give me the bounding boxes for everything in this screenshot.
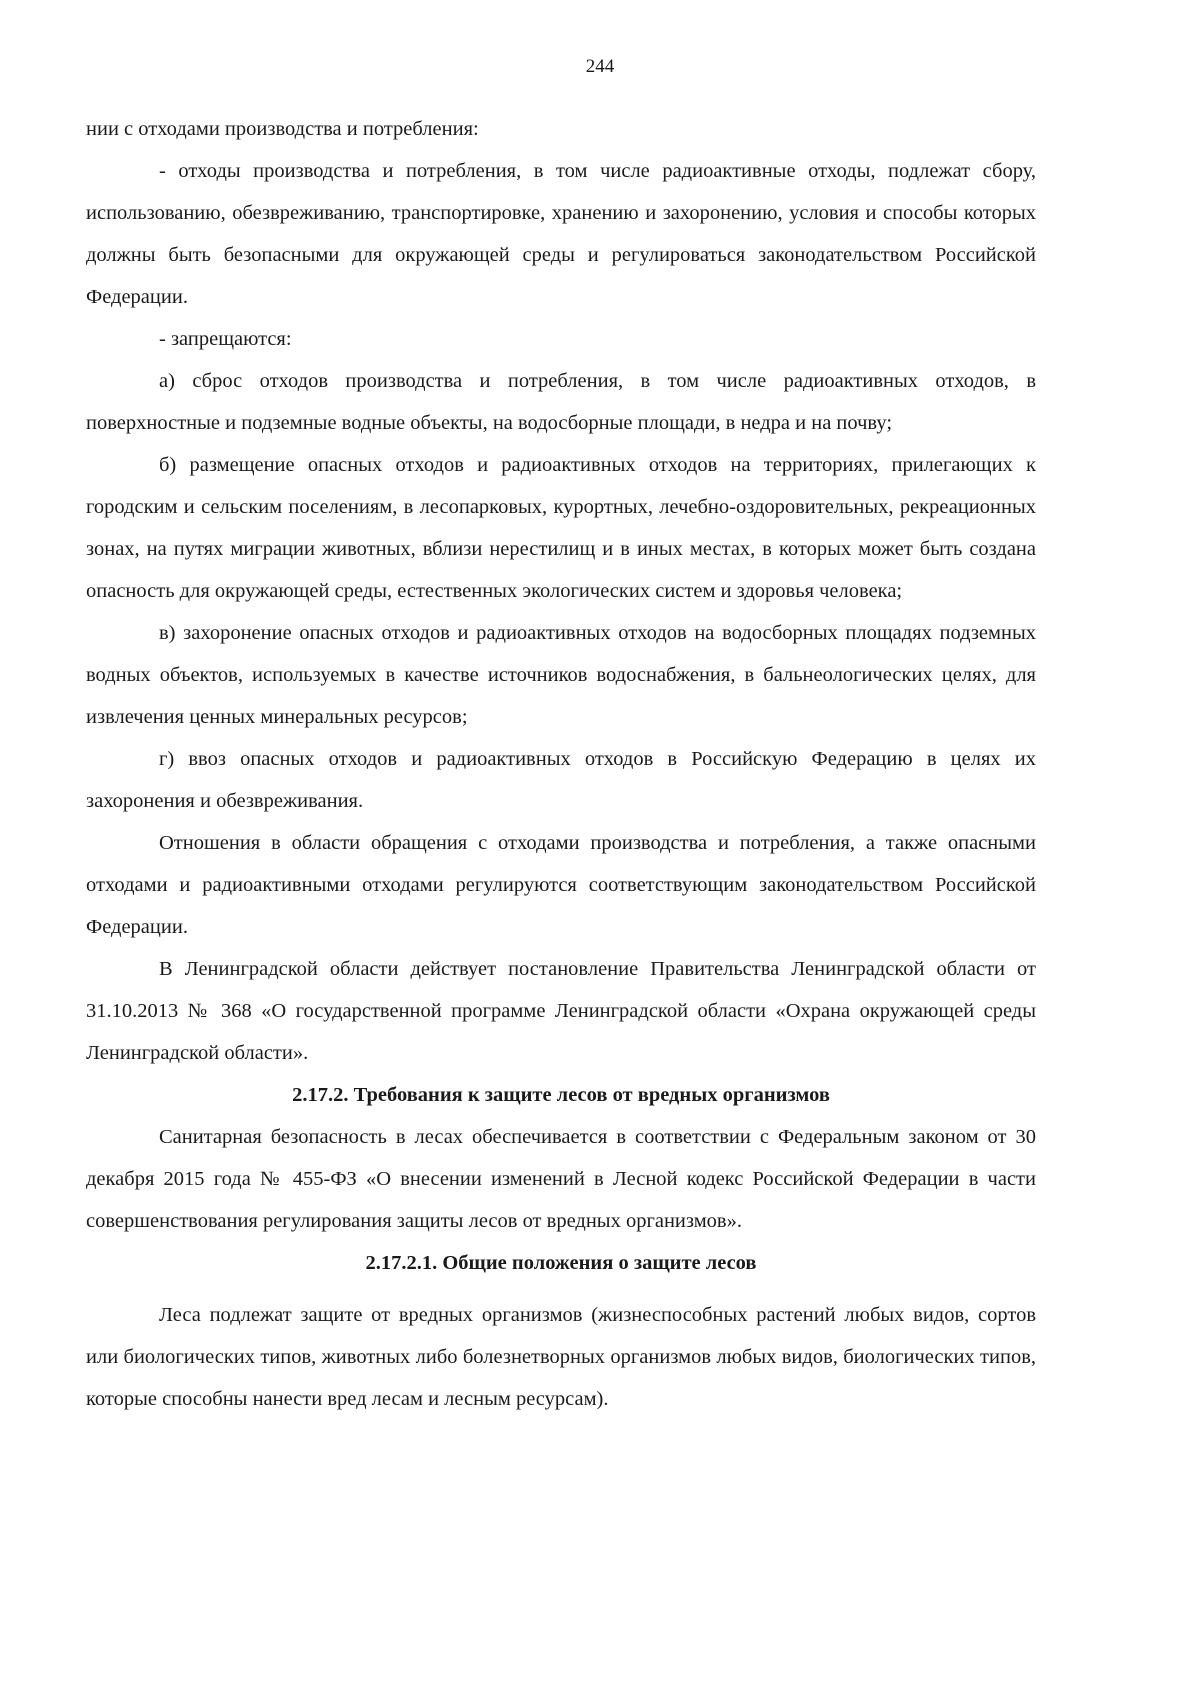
list-item-g: г) ввоз опасных отходов и радиоактивных отходов в Российскую Федерацию в целях их захоронения и обезвреживания. — [86, 748, 1036, 812]
document-body — [86, 108, 1036, 1420]
paragraph-leningrad-decree: В Ленинградской области действует постановление Правительства Ленинградской области от 31.10.2013 № 368 «О государственной программе Ленинградской области «Охрана окружающей среды Ленинградской области». — [86, 958, 1036, 1064]
subsection-heading: 2.17.2.1. Общие положения о защите лесов — [365, 1252, 757, 1274]
paragraph-continuation: нии с отходами производства и потребления: — [86, 118, 479, 140]
page-number: 244 — [585, 56, 615, 77]
list-item-b: б) размещение опасных отходов и радиоактивных отходов на территориях, прилегающих к городским и сельским поселениям, в лесопарковых, курортных, лечебно-оздоровительных, рекреационных зонах, на путях миграции животных, вблизи нерестилищ и в иных местах, в которых может быть создана опасность для окружающей среды, естественных экологических систем и здоровья человека; — [86, 454, 1036, 602]
paragraph-forest-protection: Леса подлежат защите от вредных организмов (жизнеспособных растений любых видов, сортов или биологических типов, животных либо болезнетворных организмов любых видов, биологических типов, которые способны нанести вред лесам и лесным ресурсам). — [86, 1304, 1036, 1410]
list-item-v: в) захоронение опасных отходов и радиоактивных отходов на водосборных площадях подземных водных объектов, используемых в качестве источников водоснабжения, в бальнеологических целях, для извлечения ценных минеральных ресурсов; — [86, 622, 1036, 728]
paragraph-regulation: Отношения в области обращения с отходами производства и потребления, а также опасными отходами и радиоактивными отходами регулируются соответствующим законодательством Российской Федерации. — [86, 832, 1036, 938]
section-heading: 2.17.2. Требования к защите лесов от вредных организмов — [292, 1084, 830, 1106]
paragraph-sanitary-safety: Санитарная безопасность в лесах обеспечивается в соответствии с Федеральным законом от 30 декабря 2015 года № 455-ФЗ «О внесении изменений в Лесной кодекс Российской Федерации в части совершенствования регулирования защиты лесов от вредных организмов». — [86, 1126, 1036, 1232]
paragraph-waste-handling: - отходы производства и потребления, в том числе радиоактивные отходы, подлежат сбору, использованию, обезвреживанию, транспортировке, хранению и захоронению, условия и способы которых должны быть безопасными для окружающей среды и регулироваться законодательством Российской Федерации. — [86, 160, 1036, 308]
paragraph-prohibited: - запрещаются: — [159, 328, 292, 350]
list-item-a: а) сброс отходов производства и потребления, в том числе радиоактивных отходов, в поверхностные и подземные водные объекты, на водосборные площади, в недра и на почву; — [86, 370, 1036, 434]
